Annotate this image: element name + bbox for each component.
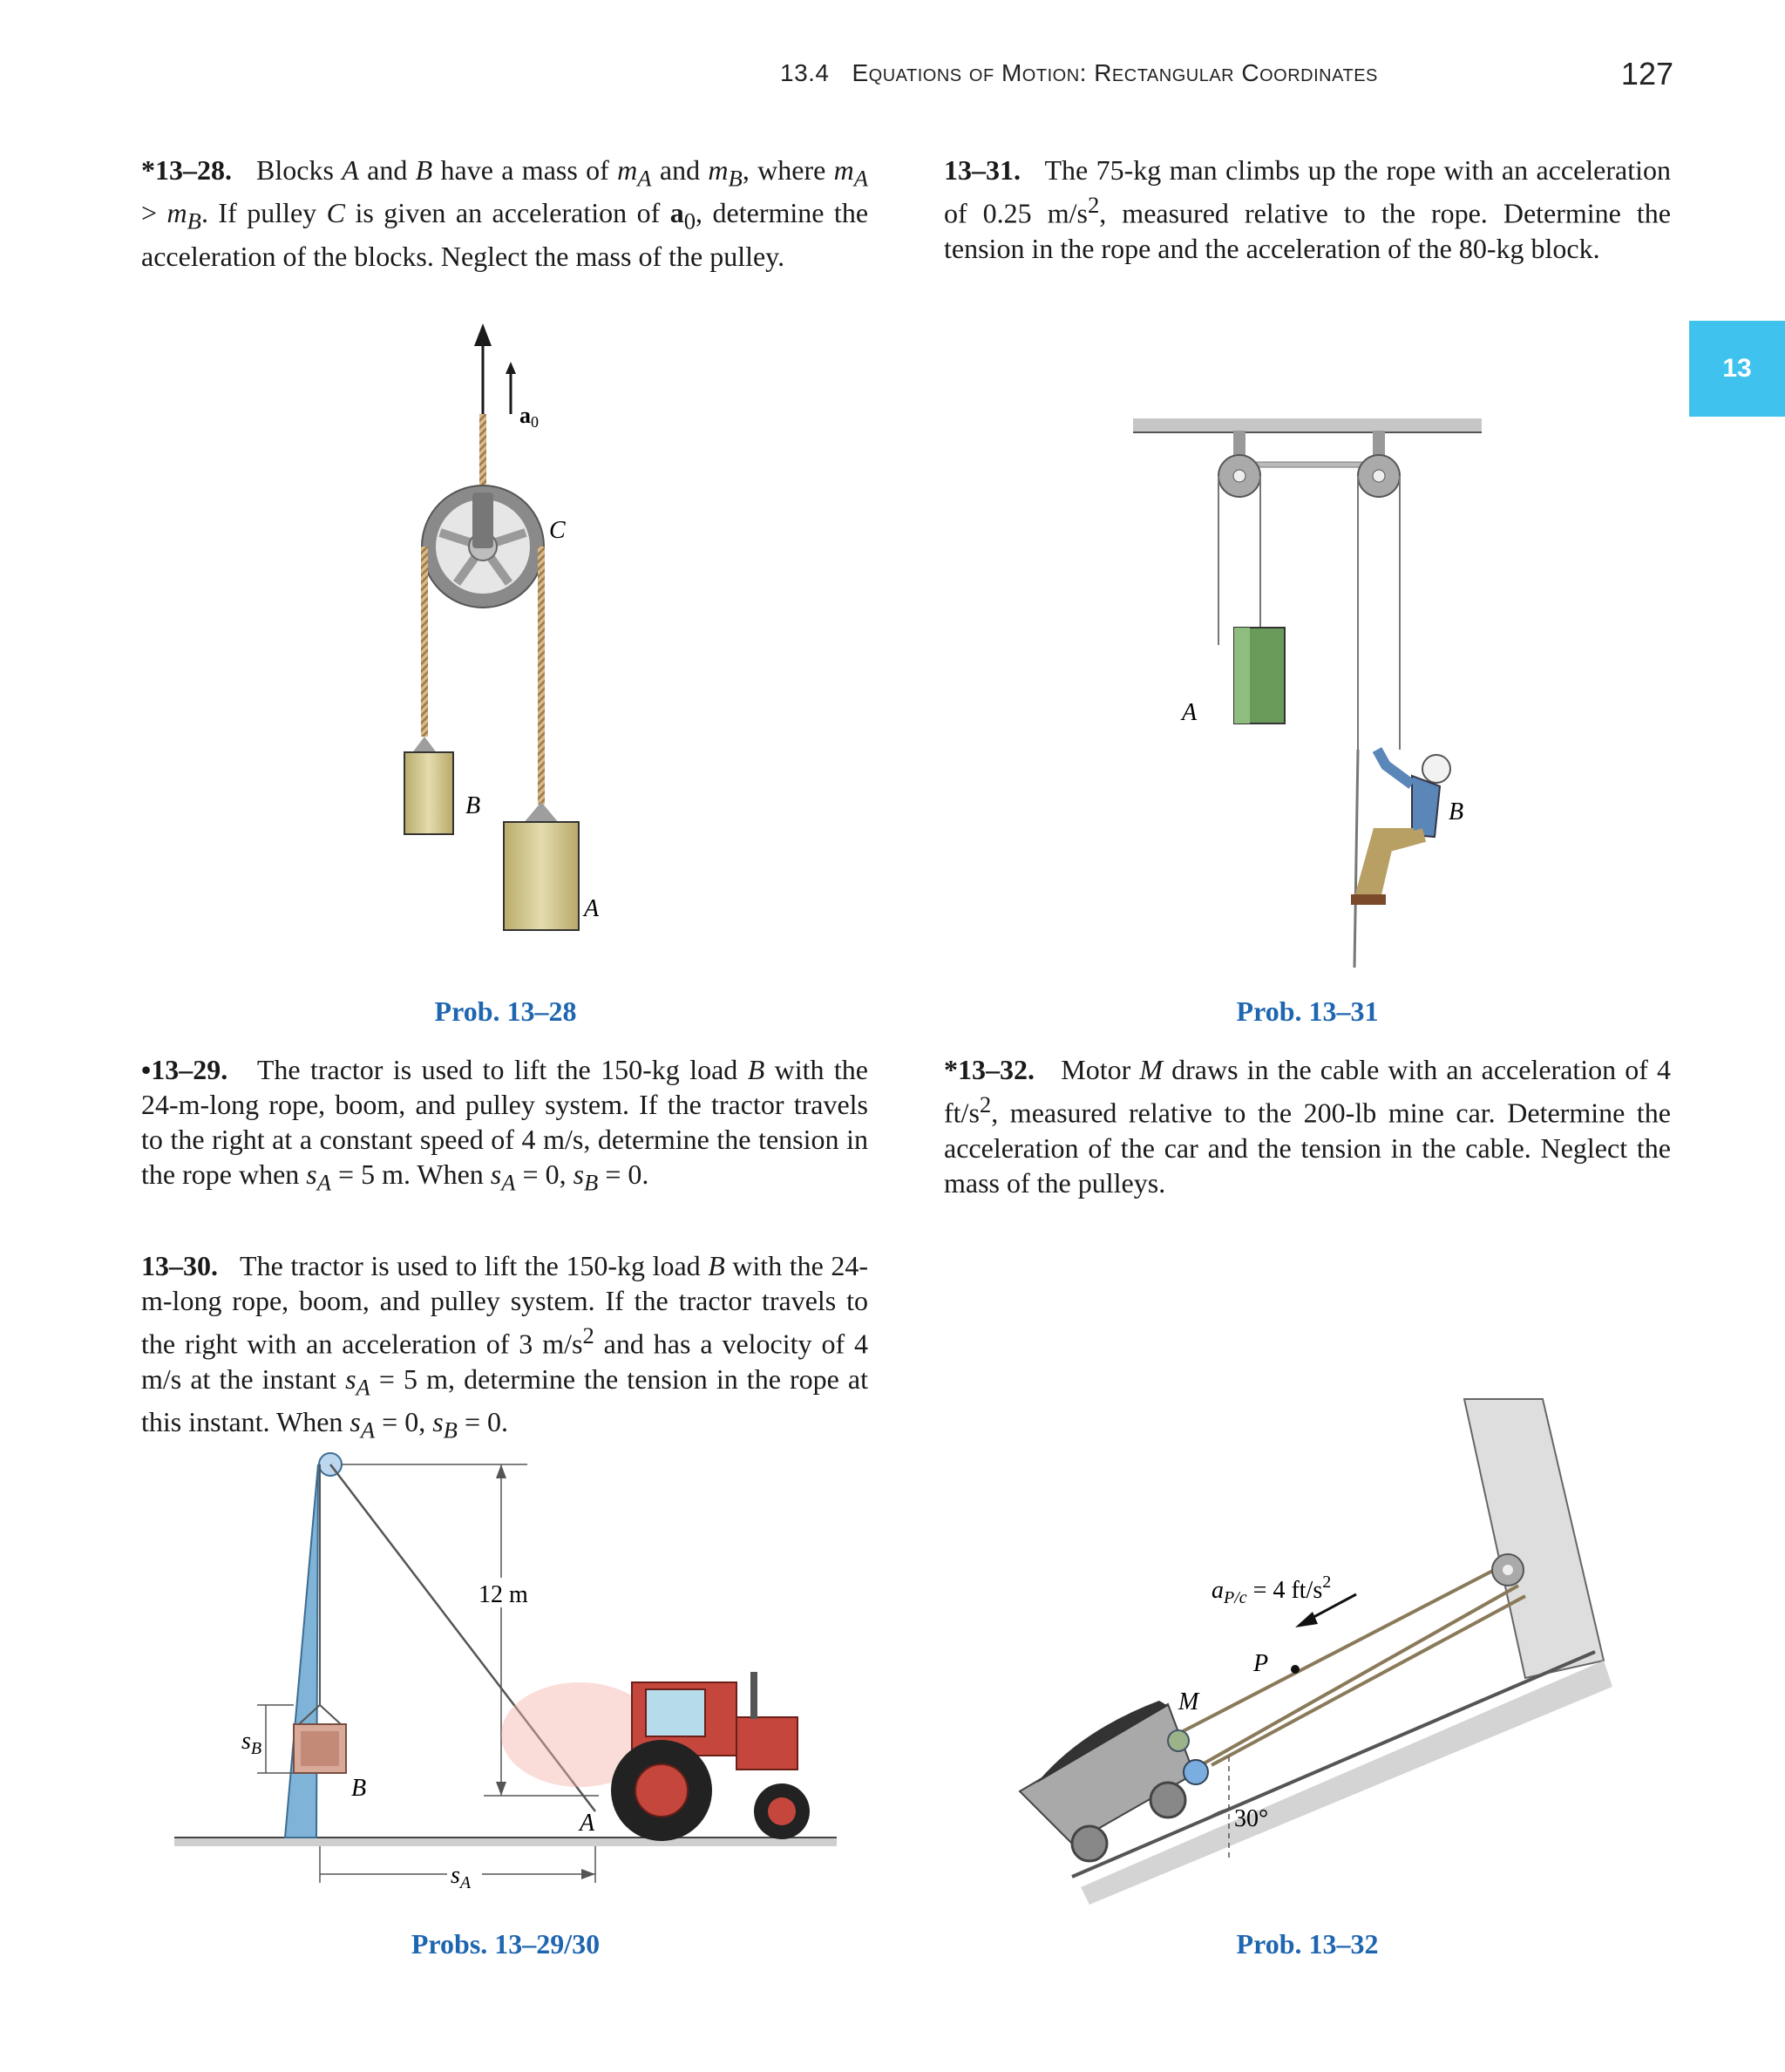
section-number: 13.4 (780, 59, 830, 86)
figure-13-29-30 (170, 1447, 841, 1900)
problem-number: 13–30. (141, 1250, 218, 1281)
svg-text:12 m: 12 m (478, 1581, 528, 1608)
point-p (1291, 1665, 1300, 1674)
svg-text:A: A (584, 895, 600, 922)
mine-car (1020, 1701, 1208, 1861)
problem-number: *13–32. (944, 1054, 1035, 1085)
page-number: 127 (1620, 56, 1673, 92)
problem-13-30: 13–30. The tractor is used to lift the 150-kg load B with the 24-m-long rope, boom, and pulley system. If the tractor travels to the right with an acceleration of 3 $m/s^2$ and has a velocity of 4 m/s at the instant $s_A = 5$ m, determine the tension in the rope at this instant. When $s_A = 0$, $s_B = 0$. (141, 1250, 869, 1444)
tractor (501, 1672, 810, 1841)
svg-text:A: A (580, 1810, 595, 1837)
svg-text:B: B (465, 792, 481, 819)
figure-13-31 (1124, 410, 1490, 968)
block-b (404, 752, 453, 834)
figure-13-28 (366, 318, 645, 963)
figure-13-32 (1002, 1399, 1612, 1905)
climbing-man (1351, 750, 1450, 905)
svg-text:sA: $s_A$ (451, 1862, 472, 1892)
figure-caption-13-32: Prob. 13–32 (1236, 1928, 1379, 1960)
figure-caption-13-29-30: Probs. 13–29/30 (411, 1928, 601, 1960)
pulley-right (1358, 431, 1400, 497)
figure-caption-13-31: Prob. 13–31 (1236, 995, 1379, 1027)
svg-text:sB: $s_B$ (241, 1728, 262, 1758)
svg-text:30°: 30° (1234, 1805, 1269, 1832)
svg-text:C: C (549, 517, 566, 544)
svg-text:P: P (1253, 1650, 1269, 1677)
problem-number: 13–31. (944, 154, 1021, 186)
svg-text:aP/c = 4 ft/s2: $a_{P/c} = 4$ $ft/s^2$ (1211, 1573, 1332, 1607)
svg-text:a0: a0 (519, 403, 539, 431)
svg-text:A: A (1182, 699, 1198, 726)
chapter-tab: 13 (1689, 321, 1785, 417)
boom (285, 1464, 318, 1838)
block-a (504, 822, 579, 930)
svg-text:B: B (1449, 798, 1464, 825)
problem-number: •13–29. (141, 1054, 228, 1085)
ground (174, 1838, 837, 1846)
pulley-left (1218, 431, 1260, 497)
running-header (780, 59, 1482, 87)
problem-13-29: •13–29. The tractor is used to lift the 150-kg load B with the 24-m-long rope, boom, and pulley system. If the tractor travels to the right at a constant speed of 4 m/s, determine the tension in the rope when $s_A = 5$ m. When $s_A = 0$, $s_B = 0$. (141, 1054, 869, 1196)
section-title: Equations of Motion: Rectangular Coordinates (852, 59, 1378, 86)
svg-text:M: M (1178, 1688, 1199, 1715)
wall (1464, 1399, 1604, 1678)
svg-text:B: B (351, 1775, 367, 1802)
problem-13-32: *13–32. Motor M draws in the cable with an acceleration of 4 $ft/s^2$, measured relative to the 200-lb mine car. Determine the acceleration of the car and the tension in the cable. Neglect the mass of the pulleys. (944, 1054, 1672, 1199)
problem-number: *13–28. (141, 154, 232, 186)
ceiling (1133, 418, 1482, 432)
problem-13-28: *13–28. Blocks A and B have a mass of $m_A$ and $m_B$, where $m_A > m_B$. If pulley C is given an acceleration of $a_0$, determine the acceleration of the blocks. Neglect the mass of the pulley. (141, 154, 869, 272)
problem-13-31: 13–31. The 75-kg man climbs up the rope with an acceleration of 0.25 $m/s^2$, measured relative to the rope. Determine the tension in the rope and the acceleration of the 80-kg block. (944, 154, 1672, 264)
figure-caption-13-28: Prob. 13–28 (434, 995, 577, 1027)
arrow-head-icon (474, 323, 492, 346)
